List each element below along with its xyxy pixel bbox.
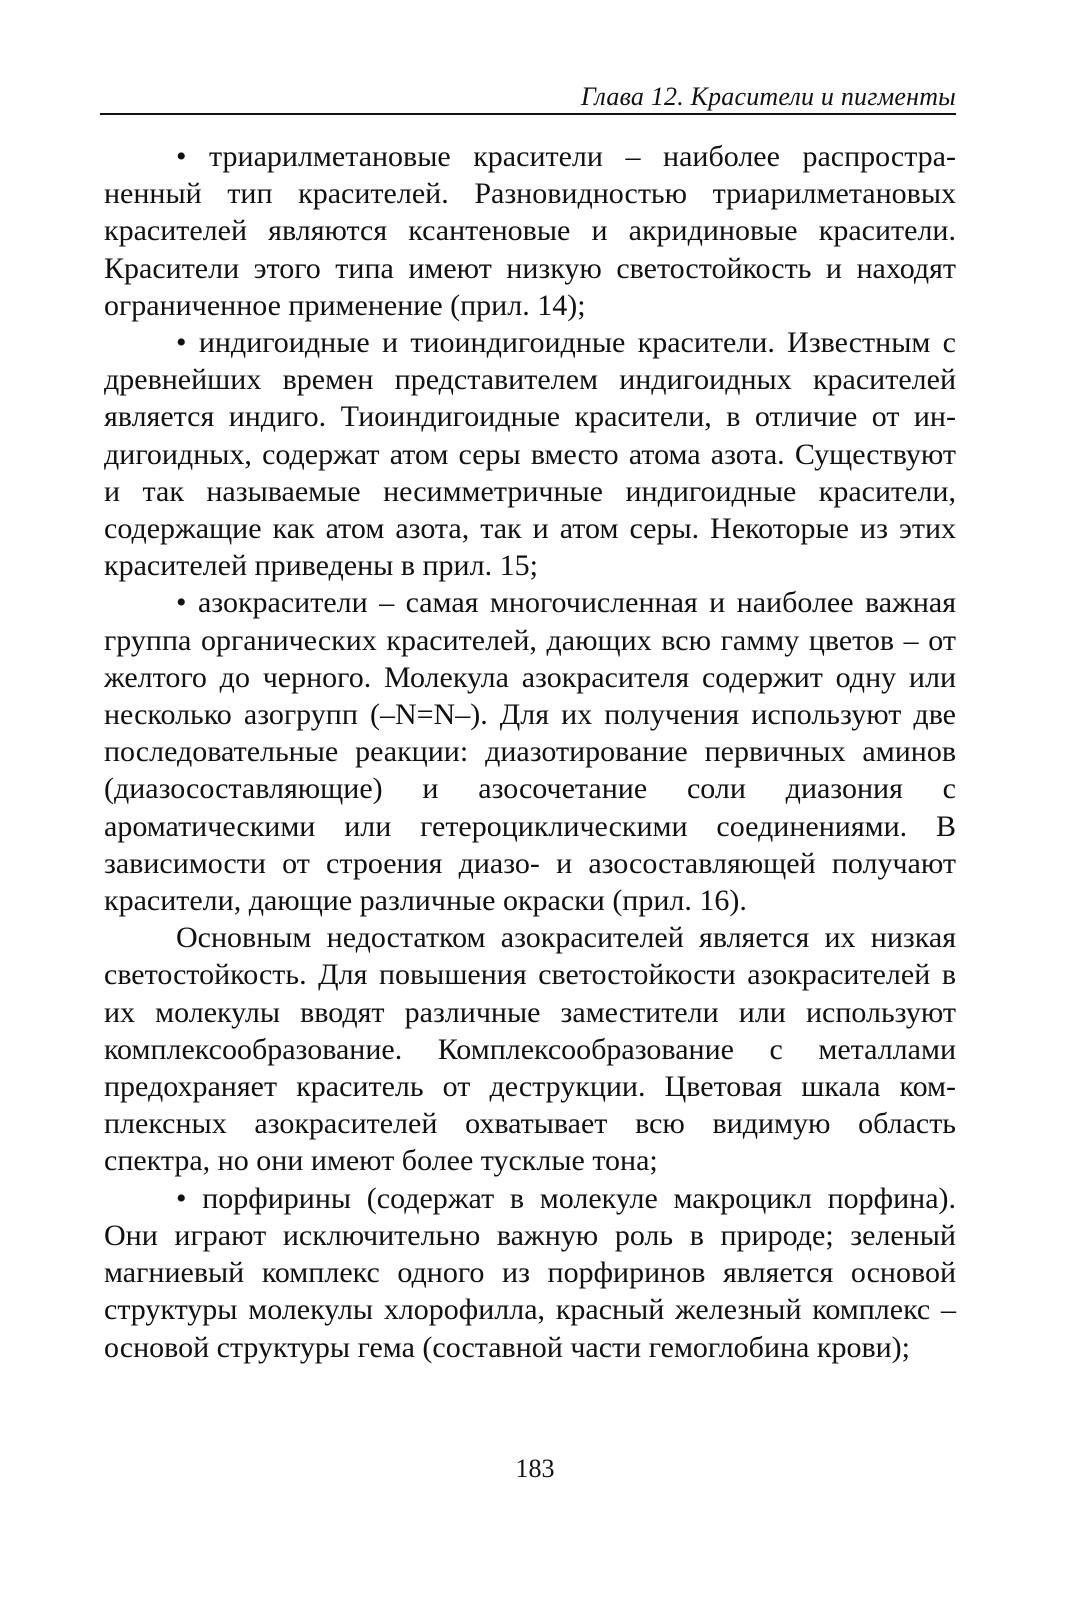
paragraph-azo-lightfastness: Основным недостатком азокрасителей является их низкая светостойкость. Для повышения светостойкости азокрасителей в их молекулы вводят различные заместители или используют комплексообразование. Комплексообразование с металлами предохраняет краситель от деструкции. Цветовая шкала комплексных азокрасителей охватывает всю видимую область спектра, но они имеют более тусклые тона; — [104, 921, 956, 1178]
running-header: Глава 12. Красители и пигменты — [580, 82, 956, 111]
page-body — [104, 138, 956, 1366]
paragraph-azo-dyes: • азокрасители – самая многочисленная и наиболее важная группа органических красителей, дающих всю гамму цветов – от желтого до черного. Молекула азокрасителя содержит одну или несколько азогрупп (–N=N–). Для их получения используют две последовательные реакции: диазотирование первичных аминов (диазосоставляющие) и азосочетание соли диазония с ароматическими или гетероциклическими соединениями. В зависимости от строения диазо- и азосоставляющей получают красители, дающие различные окраски (прил. 16). — [104, 586, 956, 918]
paragraph-porphyrins: • порфирины (содержат в молекуле макроцикл порфина). Они играют исключительно важную роль в природе; зеленый магниевый комплекс одного из порфиринов является основой структуры молекулы хлорофилла, красный железный комплекс – основой структуры гема (составной части гемоглобина крови); — [104, 1181, 956, 1364]
paragraph-indigoid: • индигоидные и тиоиндигоидные красители. Известным с древнейших времен представителем индигоидных красителей является индиго. Тиоиндигоидные красители, в отличие от индигоидных, содержат атом серы вместо атома азота. Существуют и так называемые несимметричные индигоидные красители, содержащие как атом азота, так и атом серы. Некоторые из этих красителей приведены в прил. 15; — [104, 326, 956, 583]
page-number: 183 — [515, 1454, 555, 1483]
header-rule — [100, 113, 956, 115]
paragraph-triarylmethane: • триарилметановые красители – наиболее распространенный тип красителей. Разновидностью триарилметановых красителей являются ксантеновые и акридиновые красители. Красители этого типа имеют низкую светостойкость и находят ограниченное применение (прил. 14); — [104, 140, 956, 322]
